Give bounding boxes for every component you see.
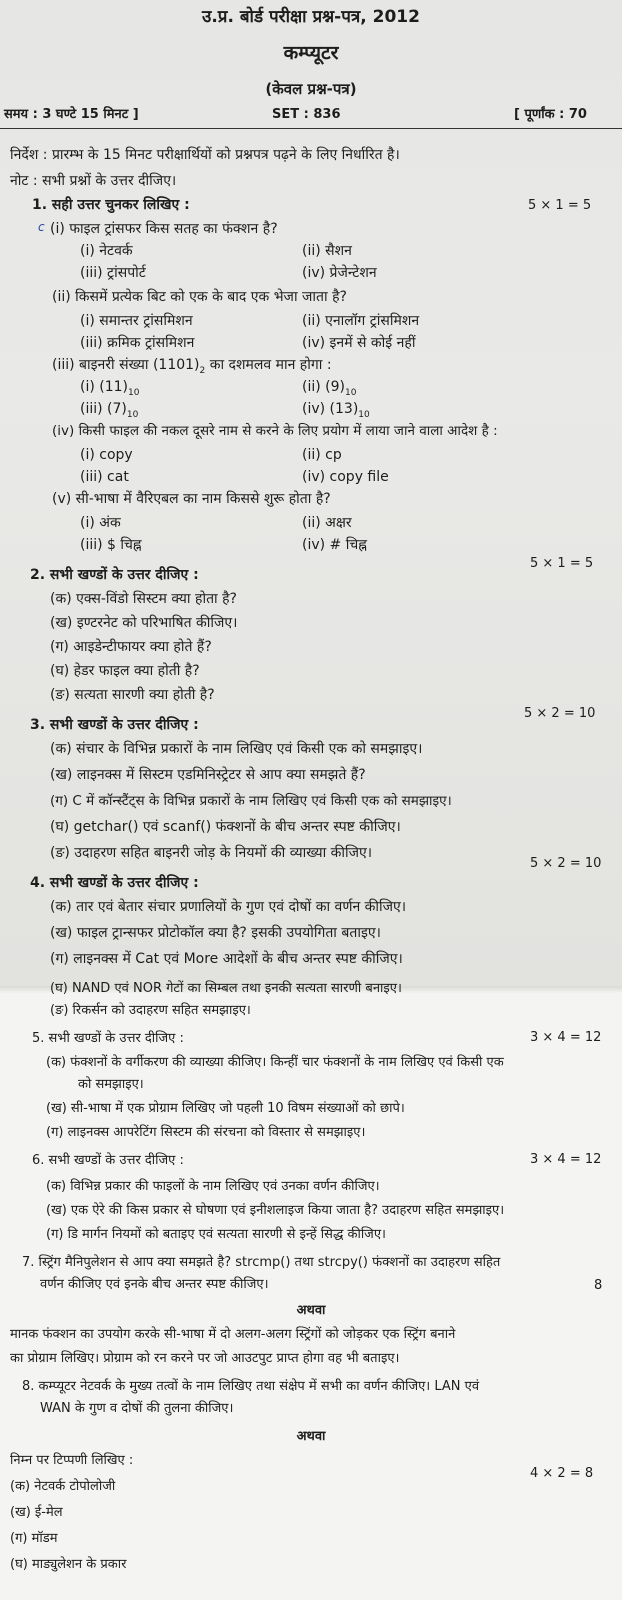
q7-alternative: मानक फंक्शन का उपयोग करके सी-भाषा में दो अलग-अलग स्ट्रिंगों को जोड़कर एक स्ट्रिंग बनाने <box>10 1327 456 1342</box>
q1-iv-option: (iv) copy file <box>302 469 389 485</box>
q1-ii-option: (i) समान्तर ट्रांसमिशन <box>80 313 193 329</box>
q6-marks: 3 × 4 = 12 <box>530 1152 602 1167</box>
q1-iii-question-text: (iii) बाइनरी संख्या (1101) <box>52 357 200 373</box>
q1-ii-option: (iii) क्रमिक ट्रांसमिशन <box>80 335 195 351</box>
q5-item: (क) फंक्शनों के वर्गीकरण की व्याख्या कीजिए। किन्हीं चार फंक्शनों के नाम लिखिए एवं किसी एक <box>46 1055 504 1070</box>
q2-item: (ग) आइडेन्टीफायर क्या होते हैं? <box>50 639 212 655</box>
q5-item: (ग) लाइनक्स आपरेटिंग सिस्टम की संरचना को विस्तार से समझाइए। <box>46 1125 366 1140</box>
q2-item: (घ) हेडर फाइल क्या होती है? <box>50 663 200 679</box>
q1-i-option: (i) नेटवर्क <box>80 243 133 259</box>
q3-item: (ङ) उदाहरण सहित बाइनरी जोड़ के नियमों की व्याख्या कीजिए। <box>50 845 373 861</box>
direction-text: निर्देश : प्रारम्भ के 15 मिनट परीक्षार्थियों को प्रश्नपत्र पढ़ने के लिए निर्धारित है। <box>10 147 400 163</box>
q5-title: 5. सभी खण्डों के उत्तर दीजिए : <box>32 1031 184 1046</box>
q1-i-question: (i) फाइल ट्रांसफर किस सतह का फंक्शन है? <box>50 221 278 237</box>
q1-i-option: (ii) सैशन <box>302 243 352 259</box>
q3-item: (घ) getchar() एवं scanf() फंक्शनों के बीच अन्तर स्पष्ट कीजिए। <box>50 819 401 835</box>
q4-item: (क) तार एवं बेतार संचार प्रणालियों के गुण एवं दोषों का वर्णन कीजिए। <box>50 899 407 915</box>
q1-iii-option-text: (i) (11) <box>80 379 129 395</box>
q1-title: 1. सही उत्तर चुनकर लिखिए : <box>32 197 190 213</box>
header-rule <box>0 128 622 129</box>
q1-iii-option <box>302 378 356 402</box>
q3-item: (ग) C में कॉन्स्टैंट्स के विभिन्न प्रकारों के नाम लिखिए एवं किसी एक को समझाइए। <box>50 793 452 809</box>
q1-v-option: (iii) $ चिह्न <box>80 537 142 553</box>
q1-iii-option <box>302 400 370 424</box>
subject-title: कम्प्यूटर <box>283 42 339 64</box>
max-marks: [ पूर्णांक : 70 <box>514 107 587 122</box>
q6-item: (ग) डि मार्गन नियमों को बताइए एवं सत्यता सारणी से इन्हें सिद्ध कीजिए। <box>46 1227 386 1242</box>
q3-marks: 5 × 2 = 10 <box>524 706 596 721</box>
paper-type: (केवल प्रश्न-पत्र) <box>265 80 357 98</box>
q5-marks: 3 × 4 = 12 <box>530 1030 602 1045</box>
set-number: SET : 836 <box>272 107 341 122</box>
q7-alternative-continued: का प्रोग्राम लिखिए। प्रोग्राम को रन करने पर जो आउटपुट प्राप्त होगा वह भी बताइए। <box>10 1351 400 1366</box>
subscript: 10 <box>358 409 370 420</box>
q2-item: (ख) इण्टरनेट को परिभाषित कीजिए। <box>50 615 238 631</box>
q8-alternative-title: निम्न पर टिप्पणी लिखिए : <box>10 1453 134 1468</box>
q1-iv-option: (iii) cat <box>80 469 129 485</box>
q2-marks: 5 × 1 = 5 <box>530 556 594 571</box>
q1-i-option: (iii) ट्रांसपोर्ट <box>80 265 146 281</box>
q8-question: 8. कम्प्यूटर नेटवर्क के मुख्य तत्वों के नाम लिखिए तथा संक्षेप में सभी का वर्णन कीजिए। LAN एवं <box>22 1379 480 1394</box>
q2-title: 2. सभी खण्डों के उत्तर दीजिए : <box>30 567 199 583</box>
q1-iii-option-text: (iii) (7) <box>80 401 127 417</box>
q1-i-option: (iv) प्रेजेन्टेशन <box>302 265 377 281</box>
q7-or-label: अथवा <box>296 1303 326 1318</box>
q3-item: (ख) लाइनक्स में सिस्टम एडमिनिस्ट्रेटर से आप क्या समझते हैं? <box>50 767 366 783</box>
q1-iv-question: (iv) किसी फाइल की नकल दूसरे नाम से करने के लिए प्रयोग में लाया जाने वाला आदेश है : <box>52 423 498 439</box>
pen-mark: c <box>38 220 45 234</box>
q8-item: (घ) माड्युलेशन के प्रकार <box>10 1557 127 1572</box>
q5-item: (ख) सी-भाषा में एक प्रोग्राम लिखिए जो पहली 10 विषम संख्याओं को छापे। <box>46 1101 405 1116</box>
q1-ii-option: (iv) इनमें से कोई नहीं <box>302 335 416 351</box>
q1-ii-option: (ii) एनालॉग ट्रांसमिशन <box>302 313 420 329</box>
q3-title: 3. सभी खण्डों के उत्तर दीजिए : <box>30 717 199 733</box>
q7-marks: 8 <box>594 1278 603 1293</box>
board-title: उ.प्र. बोर्ड परीक्षा प्रश्न-पत्र, 2012 <box>202 7 420 27</box>
subscript: 10 <box>128 387 140 398</box>
q1-v-option: (iv) # चिह्न <box>302 537 367 553</box>
q7-question-continued: वर्णन कीजिए एवं इनके बीच अन्तर स्पष्ट कीजिए। <box>40 1277 269 1292</box>
q1-v-option: (i) अंक <box>80 515 121 531</box>
q1-iii-option <box>80 400 138 424</box>
q8-or-label: अथवा <box>296 1429 326 1444</box>
q2-item: (क) एक्स-विंडो सिस्टम क्या होता है? <box>50 591 237 607</box>
q1-ii-question: (ii) किसमें प्रत्येक बिट को एक के बाद एक भेजा जाता है? <box>52 289 347 305</box>
q6-item: (क) विभिन्न प्रकार की फाइलों के नाम लिखिए एवं उनका वर्णन कीजिए। <box>46 1179 380 1194</box>
q6-item: (ख) एक ऐरे की किस प्रकार से घोषणा एवं इनीशलाइज किया जाता है? उदाहरण सहित समझाइए। <box>46 1203 505 1218</box>
q1-v-question: (v) सी-भाषा में वैरिएबल का नाम किससे शुरू होता है? <box>52 491 331 507</box>
subscript: 10 <box>126 409 139 420</box>
q1-iii-option-text: (iv) (13) <box>302 401 359 417</box>
q8-item: (क) नेटवर्क टोपोलोजी <box>10 1479 116 1494</box>
q4-item: (ङ) रिकर्सन को उदाहरण सहित समझाइए। <box>50 1003 251 1018</box>
q1-marks: 5 × 1 = 5 <box>528 198 592 213</box>
subscript: 2 <box>199 365 206 376</box>
q1-iii-option-text: (ii) (9) <box>302 379 345 395</box>
q1-iii-option <box>80 378 139 402</box>
q4-item: (घ) NAND एवं NOR गेटों का सिम्बल तथा इनकी सत्यता सारणी बनाइए। <box>50 981 402 996</box>
q1-iii-question <box>52 356 332 380</box>
q1-v-option: (ii) अक्षर <box>302 515 352 531</box>
q7-question: 7. स्ट्रिंग मैनिपुलेशन से आप क्या समझते है? strcmp() तथा strcpy() फंक्शनों का उदाहरण सहित <box>22 1255 501 1270</box>
q4-title: 4. सभी खण्डों के उत्तर दीजिए : <box>30 875 199 891</box>
q3-item: (क) संचार के विभिन्न प्रकारों के नाम लिखिए एवं किसी एक को समझाइए। <box>50 741 423 757</box>
q6-title: 6. सभी खण्डों के उत्तर दीजिए : <box>32 1153 184 1168</box>
q4-item: (ग) लाइनक्स में Cat एवं More आदेशों के बीच अन्तर स्पष्ट कीजिए। <box>50 951 403 967</box>
q8-question-continued: WAN के गुण व दोषों की तुलना कीजिए। <box>40 1401 234 1416</box>
q4-item: (ख) फाइल ट्रान्सफर प्रोटोकॉल क्या है? इसकी उपयोगिता बताइए। <box>50 925 381 941</box>
q1-iii-question-tail: का दशमलव मान होगा : <box>205 357 332 373</box>
q8-item: (ख) ई-मेल <box>10 1505 63 1520</box>
q5-item-continued: को समझाइए। <box>78 1077 144 1092</box>
q1-iv-option: (ii) cp <box>302 447 342 463</box>
q4-marks: 5 × 2 = 10 <box>530 856 602 871</box>
q8-item: (ग) मॉडम <box>10 1531 58 1546</box>
q1-iv-option: (i) copy <box>80 447 133 463</box>
q2-item: (ङ) सत्यता सारणी क्या होती है? <box>50 687 215 703</box>
subscript: 10 <box>344 387 357 398</box>
time-info: समय : 3 घण्टे 15 मिनट ] <box>4 107 139 122</box>
note-text: नोट : सभी प्रश्नों के उत्तर दीजिए। <box>10 173 177 189</box>
q8-marks: 4 × 2 = 8 <box>530 1466 594 1481</box>
